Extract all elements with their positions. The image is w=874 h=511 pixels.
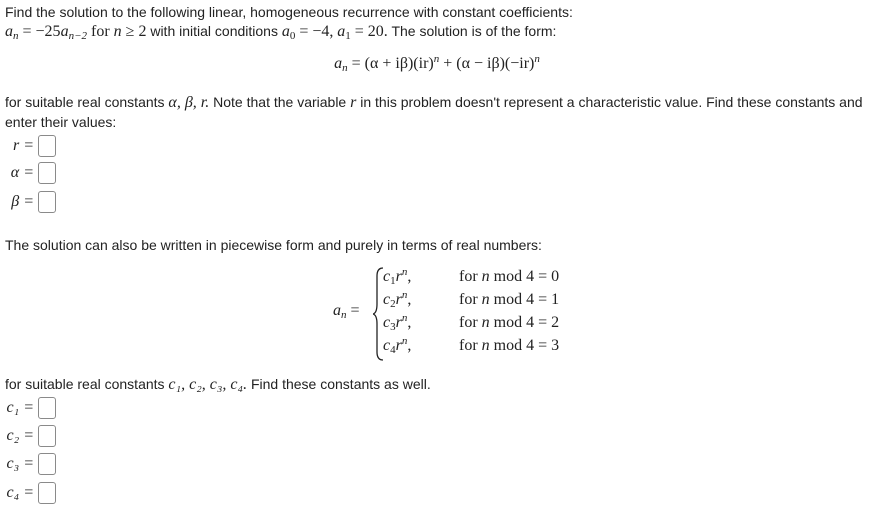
piecewise-equation: $a_n$ = $c_1r^n$, for n mod 4 = 0 $c_2r^n$, for n mod 4 = 1 $c_3r^n$, for n mod 4 = 2 $c_4r^n$, for n mod 4 = 3: [333, 266, 633, 362]
answer-input-beta[interactable]: [38, 191, 56, 213]
recurrence-formula: $a_n = -25a_{n-2}$ for n ≥ 2: [5, 23, 147, 42]
initial-conditions-text: with initial conditions: [150, 23, 278, 39]
answer-label-alpha: α =: [10, 164, 34, 181]
piecewise-intro: The solution can also be written in piecewise form and purely in terms of real numbers:: [5, 237, 542, 253]
answer-label-r: r =: [12, 137, 34, 154]
answer-row-c2: [0, 424, 56, 448]
piecewise-constants-list: c₁, c₂, c₃, c₄.: [168, 376, 248, 393]
answer-label-c2: c₂ =: [6, 427, 34, 444]
constants-instruction-line-2: enter their values:: [5, 114, 117, 130]
answer-label-c3: c₃ =: [6, 455, 34, 472]
answer-input-alpha[interactable]: [38, 162, 56, 184]
piecewise-lhs: $a_n$ =: [333, 302, 360, 321]
answer-row-c4: [0, 481, 56, 505]
intro-line-1: Find the solution to the following linear, homogeneous recurrence with constant coefficients:: [5, 4, 573, 20]
answer-label-c1: c₁ =: [6, 399, 34, 416]
answer-row-beta: [0, 190, 56, 214]
answer-label-beta: β =: [11, 193, 34, 210]
constants-instruction: for suitable real constants α, β, r. Note that the variable r in this problem doesn't represent a characteristic value. Find these constants and: [5, 94, 863, 111]
piecewise-constants-instruction: for suitable real constants c₁, c₂, c₃, c₄. Find these constants as well.: [5, 376, 431, 393]
answer-input-c4[interactable]: [38, 482, 56, 504]
answer-row-r: [0, 134, 56, 158]
solution-form-equation: $a_n = (\alpha + i\beta)(ir)^n + (\alpha - i\beta)(-ir)^n$: [334, 53, 540, 74]
constants-list: α, β, r.: [168, 94, 210, 111]
answer-input-c2[interactable]: [38, 425, 56, 447]
answer-row-c1: [0, 396, 56, 420]
answer-input-c1[interactable]: [38, 397, 56, 419]
answer-row-alpha: [0, 161, 56, 185]
answer-input-r[interactable]: [38, 135, 56, 157]
initial-condition-a0: $a_0 = -4$,: [281, 23, 334, 42]
solution-form-text: The solution is of the form:: [391, 23, 557, 39]
answer-row-c3: [0, 452, 56, 476]
answer-label-c4: c₄ =: [6, 484, 34, 501]
answer-input-c3[interactable]: [38, 453, 56, 475]
recurrence-line: [5, 22, 556, 41]
initial-condition-a1: $a_1 = 20$.: [337, 23, 388, 42]
